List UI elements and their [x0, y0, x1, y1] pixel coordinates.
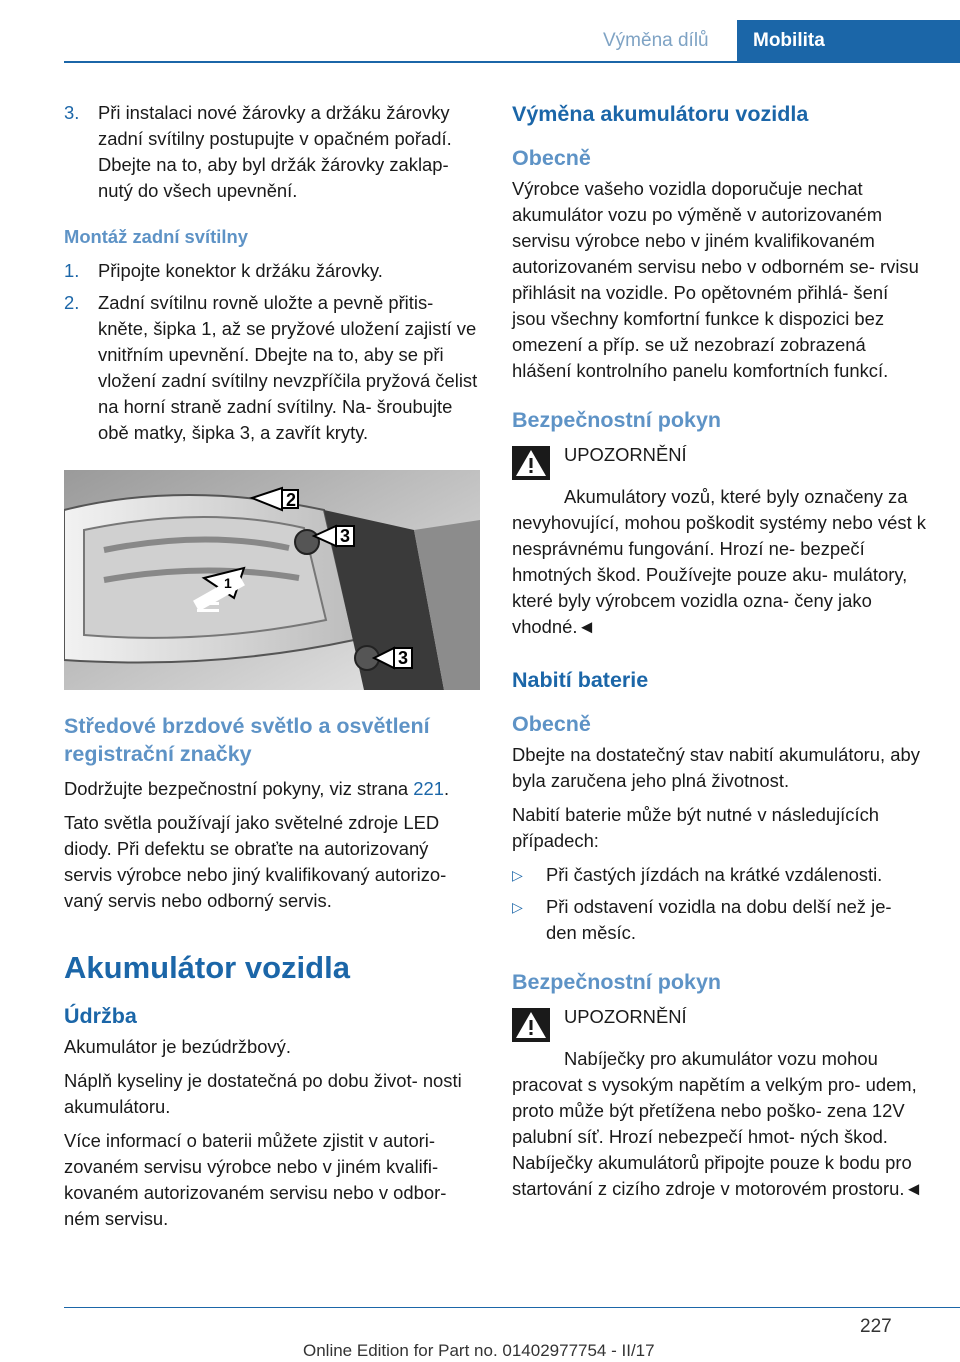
footer-rule — [64, 1307, 960, 1308]
udrzba-heading: Údržba — [64, 1004, 137, 1028]
edition-note: Online Edition for Part no. 01402977754 - II/17 — [303, 1341, 655, 1360]
montaz-step-2: 2. Zadní svítilnu rovně uložte a pevně přitis- kněte, šipka 1, až se pryžové uložení zajistí ve vnitřním upevnění. Dbejte na to, aby se při vložení zadní svítilny nevzpříčila pryžová čelist na horní straně zadní svítilny. Na- šroubujte obě matky, šipka 3, a zavřít kryty. — [64, 292, 478, 443]
arrow-label: 3 — [398, 648, 409, 668]
obecne-heading-1: Obecně — [512, 146, 591, 170]
header-rule — [64, 61, 960, 63]
montaz-step-1: 1. Připojte konektor k držáku žárovky. — [64, 260, 383, 281]
bezpecnostni-heading-2: Bezpečnostní pokyn — [512, 970, 722, 994]
warning-1-text: Akumulátory vozů, které byly označeny za nevyhovující, mohou poškodit systémy nebo vést k nesprávnému fungování. Hrozí ne- bezpečí hmotných škod. Používejte pouze aku- mulátory, které byly výrobcem vozidla ozna- čeny jako vhodné.◄ — [512, 486, 926, 637]
warning-triangle-icon — [512, 446, 550, 480]
udrzba-paragraph-2: Náplň kyseliny je dostatečná po dobu život- nosti akumulátoru. — [64, 1070, 462, 1117]
right-column — [512, 100, 926, 1210]
page-header — [0, 0, 960, 62]
list-item: ▷ Při odstavení vozidla na dobu delší než je- den měsíc. — [512, 894, 926, 946]
left-column — [64, 100, 478, 1240]
bullet-triangle-icon: ▷ — [512, 867, 523, 883]
tail-light-figure — [64, 470, 480, 690]
page-link-221[interactable]: 221 — [413, 778, 444, 799]
chapter-tab: Mobilita — [737, 20, 960, 62]
arrow-label: 2 — [286, 490, 297, 510]
step-3: 3. Při instalaci nové žárovky a držáku žárovky zadní svítilny postupujte v opačném pořadí. Dbejte na to, aby byl držák žárovky zaklap- nutý do všech upevnění. — [64, 102, 452, 201]
arrow-label: 1 — [224, 575, 232, 591]
brake-paragraph-2: Tato světla používají jako světelné zdroje LED diody. Při defektu se obraťte na autorizovaný servis výrobce nebo jiný kvalifikovaný autorizo- vaný servis nebo odborný servis. — [64, 812, 447, 911]
udrzba-paragraph-1: Akumulátor je bezúdržbový. — [64, 1036, 291, 1057]
warning-2-title: UPOZORNĚNÍ — [564, 1006, 687, 1027]
nabiti-heading: Nabití baterie — [512, 668, 649, 692]
warning-1-title: UPOZORNĚNÍ — [564, 444, 687, 465]
tail-light-illustration — [64, 470, 480, 690]
bezpecnostni-heading-1: Bezpečnostní pokyn — [512, 408, 722, 432]
udrzba-paragraph-3: Více informací o baterii můžete zjistit v autori- zovaném servisu výrobce nebo v jiném kvalifi- kovaném autorizovaném servisu nebo v odbor- ném servisu. — [64, 1130, 447, 1229]
warning-2 — [512, 1004, 926, 1202]
bullet-triangle-icon: ▷ — [512, 899, 523, 915]
akumulator-heading: Akumulátor vozidla — [64, 950, 350, 985]
section-title: Výměna dílů — [603, 30, 709, 51]
warning-2-text: Nabíječky pro akumulátor vozu mohou pracovat s vysokým napětím a velkým pro- udem, proto může být přetížena nebo poško- zena 12V palubní síť. Hrozí nebezpečí hmot- ných škod. Nabíječky akumulátorů připojte pouze k bodu pro startování z cizího zdroje v motorovém prostoru.◄ — [512, 1048, 923, 1199]
warning-1 — [512, 442, 926, 640]
montaz-heading: Montáž zadní svítilny — [64, 226, 248, 247]
obecne-paragraph-3: Nabití baterie může být nutné v následujících případech: — [512, 804, 879, 851]
obecne-heading-2: Obecně — [512, 712, 591, 736]
warning-triangle-icon — [512, 1008, 550, 1042]
brake-paragraph-1: Dodržujte bezpečnostní pokyny, viz strana 221. — [64, 778, 450, 799]
arrow-label: 3 — [340, 526, 351, 546]
page-number: 227 — [860, 1316, 892, 1337]
vymena-heading: Výměna akumulátoru vozidla — [512, 102, 809, 126]
brake-light-heading: Středové brzdové světlo a osvětlení registrační značky — [64, 714, 430, 766]
obecne-paragraph-1: Výrobce vašeho vozidla doporučuje nechat akumulátor vozu po výměně v autorizovaném servisu výrobce nebo v jiném kvalifikovaném autorizovaném servisu nebo v odborném se- rvisu přihlásit na vozidle. Po opětovném přihlá- šení jsou všechny komfortní funkce k dispozici bez omezení a příp. se už nezobrazí zobrazená hlášení kontrolního panelu komfortních funkcí. — [512, 178, 919, 381]
list-item: ▷ Při častých jízdách na krátké vzdálenosti. — [512, 862, 926, 888]
obecne-paragraph-2: Dbejte na dostatečný stav nabití akumulátoru, aby byla zaručena jeho plná životnost. — [512, 744, 920, 791]
